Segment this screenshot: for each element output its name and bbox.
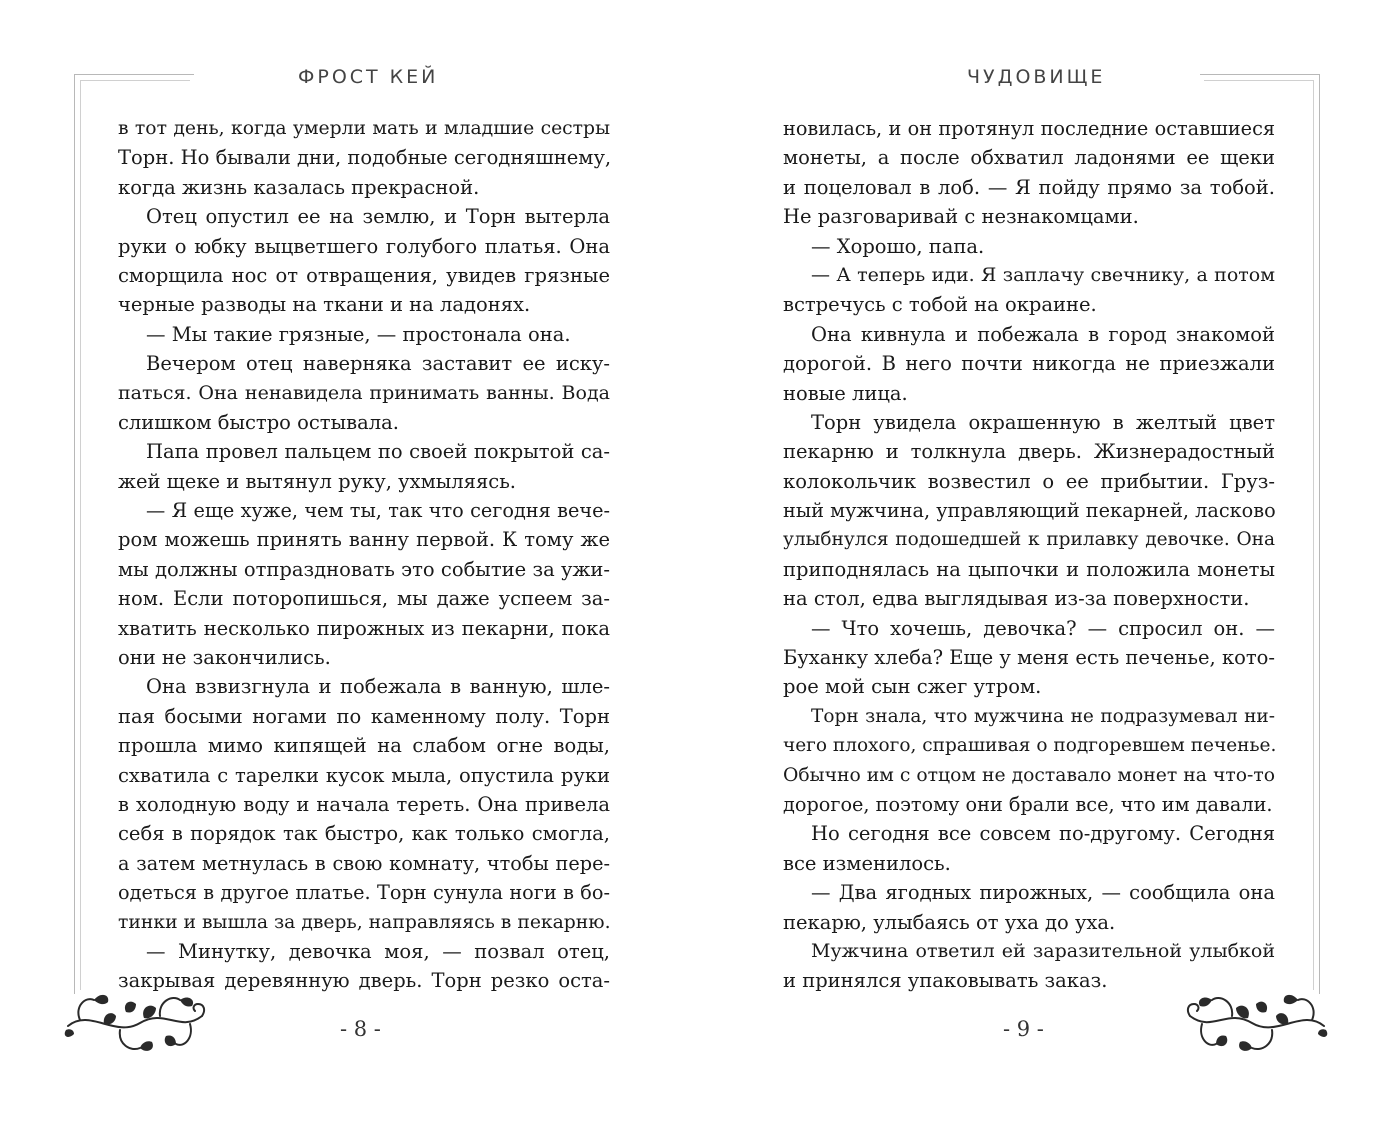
text-line: — Что хочешь, девочка? — спросил он. — — [811, 616, 1275, 640]
text-line: одеться в другое платье. Торн сунула ноги в бо- — [118, 881, 610, 905]
text-line: Но сегодня все совсем по-другому. Сегодня — [811, 822, 1275, 846]
frame-right-line — [1319, 74, 1320, 994]
right-page-body — [783, 114, 1275, 996]
frame-top-inner-line — [80, 80, 190, 81]
text-line: рое мой сын сжег утром. — [783, 675, 1042, 699]
text-line: паться. Она ненавидела принимать ванны. Вода — [118, 381, 610, 404]
text-line: а затем метнулась в свою комнату, чтобы пере- — [118, 851, 610, 875]
text-line: монеты, а после обхватил ладонями ее щеки — [783, 146, 1275, 170]
frame-left-line — [74, 74, 75, 994]
text-line: Не разговаривай с незнакомцами. — [783, 205, 1139, 229]
page-number-right: - 9 - — [1003, 1017, 1044, 1041]
frame-top-line — [1200, 74, 1320, 75]
text-line: прошла мимо кипящей на слабом огне воды, — [118, 734, 610, 758]
text-line: ром можешь принять ванну первой. К тому же — [118, 528, 610, 552]
text-line: руки о юбку выцветшего голубого платья. Она — [118, 234, 610, 258]
text-line: и принялся упаковывать заказ. — [783, 969, 1108, 993]
text-line: Она взвизгнула и побежала в ванную, шле- — [146, 675, 610, 699]
text-line: черные разводы на ткани и на ладонях. — [118, 293, 531, 317]
text-line: — Два ягодных пирожных, — сообщила она — [811, 881, 1275, 905]
text-line: все изменилось. — [783, 851, 951, 875]
text-line: Торн знала, что мужчина не подразумевал ни- — [811, 705, 1275, 727]
text-line: жей щеке и вытянул руку, ухмыляясь. — [118, 469, 517, 493]
text-line: дорогое, поэтому они брали все, что им давали. — [783, 792, 1273, 816]
text-line: тинки и вышла за дверь, направляясь в пекарню. — [118, 911, 611, 933]
frame-top-inner-line — [1204, 80, 1314, 81]
text-line: когда жизнь казалась прекрасной. — [118, 175, 480, 199]
text-line: ном. Если поторопишься, мы даже успеем за- — [118, 587, 610, 611]
text-line: Она кивнула и побежала в город знакомой — [811, 322, 1275, 346]
text-line: хватить несколько пирожных из пекарни, пока — [118, 616, 610, 640]
text-line: Обычно им с отцом не доставало монет на что-то — [783, 764, 1275, 786]
text-line: — Я еще хуже, чем ты, так что сегодня вече- — [146, 499, 610, 523]
text-line: пекарю, улыбаясь от уха до уха. — [783, 910, 1116, 934]
text-line: в холодную воду и начала тереть. Она привела — [118, 792, 610, 816]
text-line: Папа провел пальцем по своей покрытой са- — [146, 440, 610, 464]
text-line: сморщила нос от отвращения, увидев грязные — [118, 263, 610, 287]
text-line: Буханку хлеба? Еще у меня есть печенье, кото- — [783, 646, 1275, 670]
text-line: Отец опустил ее на землю, и Торн вытерла — [146, 205, 610, 229]
text-line: — Мы такие грязные, — простонала она. — [146, 322, 571, 346]
text-line: они не закончились. — [118, 646, 331, 670]
text-line: Торн. Но бывали дни, подобные сегодняшнему, — [118, 146, 612, 170]
text-line: на стол, едва выглядывая из-за поверхности. — [783, 587, 1250, 611]
text-line: в тот день, когда умерли мать и младшие сестры — [118, 118, 610, 139]
text-line: Торн увидела окрашенную в желтый цвет — [811, 410, 1275, 434]
text-line: встречусь с тобой на окраине. — [783, 293, 1097, 317]
text-line: колокольчик возвестил о ее прибытии. Груз- — [783, 469, 1275, 493]
running-head-title: ЧУДОВИЩЕ — [967, 66, 1106, 88]
text-line: и поцеловал в лоб. — Я пойду прямо за тобой. — [783, 175, 1275, 199]
text-line: пекарню и толкнула дверь. Жизнерадостный — [783, 440, 1275, 464]
text-line: — Минутку, девочка моя, — позвал отец, — [146, 939, 610, 963]
vine-flourish-icon — [60, 978, 210, 1068]
text-line: Вечером отец наверняка заставит ее иску- — [146, 352, 610, 376]
text-line: чего плохого, спрашивая о подгоревшем печенье. — [783, 735, 1277, 757]
text-line: слишком быстро остывала. — [118, 410, 399, 434]
text-line: ный мужчина, управляющий пекарней, ласково — [783, 499, 1276, 523]
text-line: — Хорошо, папа. — [811, 234, 985, 258]
text-line: приподнялась на цыпочки и положила монеты — [783, 557, 1275, 581]
page-number-left: - 8 - — [340, 1017, 381, 1041]
text-line: закрывая деревянную дверь. Торн резко оста- — [118, 969, 610, 993]
left-page-body — [118, 114, 610, 996]
text-line: схватила с тарелки кусок мыла, опустила руки — [118, 763, 610, 787]
text-line: улыбнулся подошедшей к прилавку девочке. Она — [783, 529, 1275, 551]
text-line: — А теперь иди. Я заплачу свечнику, а потом — [811, 263, 1275, 286]
frame-top-line — [74, 74, 194, 75]
text-line: Мужчина ответил ей заразительной улыбкой — [811, 939, 1275, 962]
right-page — [697, 0, 1394, 1125]
text-line: новилась, и он протянул последние оставшиеся — [783, 117, 1275, 140]
vine-flourish-icon — [1182, 978, 1332, 1068]
text-line: дорогой. В него почти никогда не приезжали — [783, 352, 1275, 376]
frame-right-inner-line — [1313, 80, 1314, 990]
text-line: новые лица. — [783, 381, 908, 405]
text-line: пая босыми ногами по каменному полу. Торн — [118, 704, 610, 728]
frame-left-inner-line — [80, 80, 81, 990]
running-head-author: ФРОСТ КЕЙ — [298, 66, 439, 88]
text-line: себя в порядок так быстро, как только смогла, — [118, 822, 610, 846]
text-line: мы должны отпраздновать это событие за ужи- — [118, 557, 610, 581]
